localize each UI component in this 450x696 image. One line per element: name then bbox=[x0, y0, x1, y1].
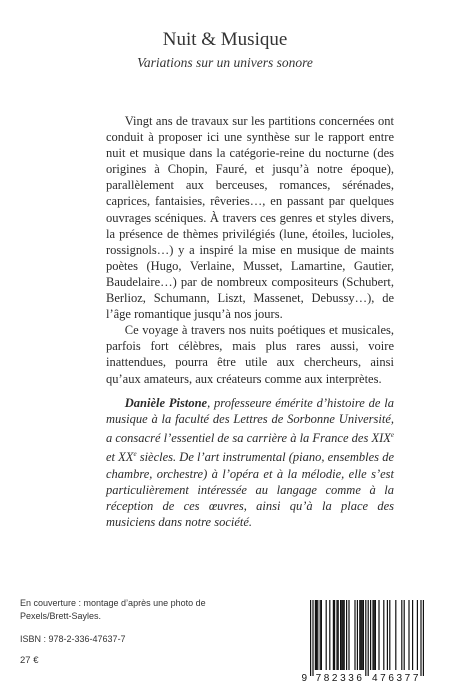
barcode-bar bbox=[378, 600, 379, 670]
book-summary bbox=[106, 113, 394, 387]
barcode-bar bbox=[360, 600, 361, 670]
barcode-bar bbox=[320, 600, 321, 670]
cover-credit: En couverture : montage d’après une photo de Pexels/Brett-Sayles. bbox=[20, 598, 206, 621]
century-superscript-1: e bbox=[390, 431, 394, 440]
barcode-bar bbox=[333, 600, 334, 670]
price-text: 27 € bbox=[20, 655, 39, 666]
barcode-bar bbox=[389, 600, 390, 670]
book-title: Nuit & Musique bbox=[162, 29, 288, 50]
barcode-bar bbox=[342, 600, 343, 670]
barcode-bar bbox=[310, 600, 311, 676]
barcode-bar bbox=[340, 600, 341, 670]
author-bio-part-2: et XX bbox=[106, 450, 134, 465]
barcode-digits: 782336 bbox=[315, 673, 362, 684]
barcode-bar bbox=[357, 600, 358, 670]
barcode-bar bbox=[374, 600, 375, 670]
barcode-bar bbox=[326, 600, 327, 670]
barcode-bar bbox=[321, 600, 322, 670]
barcode-bar bbox=[383, 600, 384, 670]
barcode-bar bbox=[341, 600, 342, 670]
barcode-bar bbox=[387, 600, 388, 670]
barcode-graphic bbox=[298, 594, 428, 686]
barcode-bar bbox=[404, 600, 405, 670]
barcode-bar bbox=[346, 600, 347, 670]
barcode-bar bbox=[375, 600, 376, 670]
barcode-bar bbox=[329, 600, 330, 670]
barcode-bar bbox=[368, 600, 369, 676]
barcode-bar bbox=[344, 600, 345, 670]
summary-paragraph-2: Ce voyage à travers nos nuits poétiques et musicales, parfois fort célèbres, mais plus rares aussi, voire inattendues, pourra être utile aux chercheurs, ainsi qu’aux amateurs, aux créateurs comme aux interprètes. bbox=[106, 323, 394, 386]
barcode-bar bbox=[408, 600, 409, 670]
barcode-bar bbox=[348, 600, 349, 670]
summary-paragraph-1: Vingt ans de travaux sur les partitions concernées ont conduit à proposer ici une synthèse sur le rapport entre nuit et musique dans la catégorie-reine du nocturne (des origines à Chopin, Fauré, et jusqu’à notre époque), parallèlement aux berceuses, romances, sérénades, caprices, fantaisies, rêveries…, en passant par quelques ouvrages scéniques. À travers ces genres et styles divers, la présence de thèmes privilégiés (lune, étoiles, lucioles, rossignols…) y a inspiré la mise en musique de maints poètes (Hugo, Verlaine, Musset, Lamartine, Gautier, Baudelaire…) par de nombreux compositeurs (Schubert, Berlioz, Schumann, Liszt, Massenet, Debussy…), de l’âge romantique jusqu’à nos jours. bbox=[106, 114, 394, 322]
barcode-bar bbox=[362, 600, 363, 670]
barcode-bar bbox=[338, 600, 339, 670]
barcode-bar bbox=[412, 600, 413, 670]
barcode-digits: 9 bbox=[301, 673, 307, 684]
barcode-bar bbox=[370, 600, 371, 670]
barcode-bar bbox=[363, 600, 364, 670]
isbn-text: ISBN : 978-2-336-47637-7 bbox=[20, 634, 126, 644]
book-subtitle: Variations sur un univers sonore bbox=[137, 55, 313, 70]
barcode-bar bbox=[372, 600, 373, 670]
barcode-bar bbox=[334, 600, 335, 670]
barcode-bar bbox=[316, 600, 317, 670]
author-bio-part-1: , professeure émérite d’histoire de la musique à la faculté des Lettres de Sorbonne Université, a consacré l’essentiel de sa carrière à la France des XIX bbox=[106, 396, 395, 446]
barcode-bar bbox=[317, 600, 318, 670]
barcode-bar bbox=[417, 600, 418, 670]
century-superscript-2: e bbox=[133, 450, 137, 459]
isbn-barcode bbox=[298, 594, 428, 686]
author-bio-part-3: siècles. De l’art instrumental (piano, ensembles de chambre, orchestre) à l’opéra et à la mélodie, elle s’est particulièrement intéressée au langage comme à la réception de ces œuvres, ainsi qu’à la place des musiciens dans notre société. bbox=[106, 450, 394, 529]
barcode-bar bbox=[395, 600, 396, 670]
barcode-bar bbox=[312, 600, 313, 676]
author-bio bbox=[106, 395, 394, 530]
barcode-bar bbox=[420, 600, 421, 676]
barcode-bar bbox=[354, 600, 355, 670]
barcode-bar bbox=[359, 600, 360, 670]
barcode-bar bbox=[365, 600, 366, 676]
barcode-digits: 476377 bbox=[372, 673, 419, 684]
barcode-bar bbox=[336, 600, 337, 670]
barcode-bar bbox=[401, 600, 402, 670]
barcode-bar bbox=[423, 600, 424, 676]
author-name: Danièle Pistone bbox=[124, 396, 208, 410]
barcode-bar bbox=[315, 600, 316, 670]
